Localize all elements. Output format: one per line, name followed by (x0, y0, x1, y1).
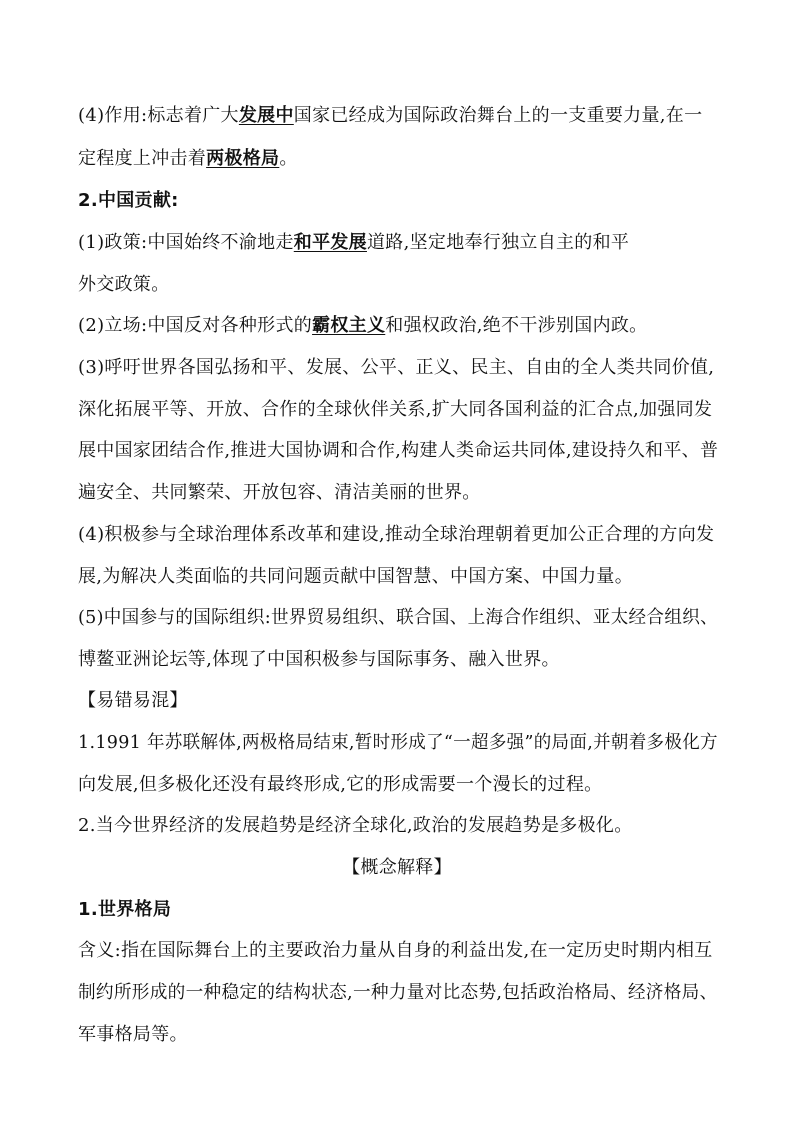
appeal-line4: 遍安全、共同繁荣、开放包容、清洁美丽的世界。 (78, 482, 481, 503)
stance-line (78, 312, 718, 340)
organizations-line2: 博鳌亚洲论坛等,体现了中国积极参与国际事务、融入世界。 (78, 649, 560, 670)
definition-line1: 含义:指在国际舞台上的主要政治力量从自身的利益出发,在一定历史时期内相互 (78, 940, 713, 961)
text: (4)作用:标志着广大 (78, 105, 239, 126)
keyword-bipolar: 两极格局 (206, 148, 280, 169)
text: 和强权政治,绝不干涉别国内政。 (385, 315, 648, 336)
keyword-hegemonism: 霸权主义 (312, 315, 386, 336)
text: 道路,坚定地奉行独立自主的和平 (366, 232, 630, 253)
definition-line3: 军事格局等。 (78, 1024, 188, 1045)
text: 国家已经成为国际政治舞台上的一支重要力量,在一 (293, 105, 703, 126)
text: (1)政策:中国始终不渝地走 (78, 232, 294, 253)
china-contribution-heading: 2.中国贡献: (78, 190, 179, 211)
definition-line2: 制约所形成的一种稳定的结构状态,一种力量对比态势,包括政治格局、经济格局、 (78, 982, 718, 1003)
concept-heading: 【概念解释】 (342, 857, 452, 878)
confusion-item1-line2: 向发展,但多极化还没有最终形成,它的形成需要一个漫长的过程。 (78, 774, 603, 795)
appeal-line2: 深化拓展平等、开放、合作的全球伙伴关系,扩大同各国利益的汇合点,加强同发 (78, 399, 713, 420)
policy-line2: 外交政策。 (78, 274, 170, 295)
policy-line1 (78, 229, 718, 257)
keyword-peaceful-development: 和平发展 (293, 232, 367, 253)
text: 定程度上冲击着 (78, 148, 207, 169)
item4-role-line2 (78, 145, 718, 173)
item4-role-line1 (78, 102, 718, 130)
confusion-item1-line1: 1.1991 年苏联解体,两极格局结束,暂时形成了“一超多强”的局面,并朝着多极化方 (78, 732, 718, 753)
governance-line2: 展,为解决人类面临的共同问题贡献中国智慧、中国方案、中国力量。 (78, 566, 634, 587)
confusion-item2: 2.当今世界经济的发展趋势是经济全球化,政治的发展趋势是多极化。 (78, 815, 633, 836)
organizations-line1: (5)中国参与的国际组织:世界贸易组织、联合国、上海合作组织、亚太经合组织、 (78, 607, 718, 628)
appeal-line1: (3)呼吁世界各国弘扬和平、发展、公平、正义、民主、自由的全人类共同价值, (78, 357, 715, 378)
governance-line1: (4)积极参与全球治理体系改革和建设,推动全球治理朝着更加公正合理的方向发 (78, 524, 715, 545)
appeal-line3: 展中国家团结合作,推进大国协调和合作,构建人类命运共同体,建设持久和平、普 (78, 440, 719, 461)
text: 。 (279, 148, 298, 169)
confusion-heading: 【易错易混】 (78, 690, 188, 711)
keyword-developing: 发展中 (238, 105, 294, 126)
world-pattern-heading: 1.世界格局 (78, 899, 172, 920)
text: (2)立场:中国反对各种形式的 (78, 315, 313, 336)
